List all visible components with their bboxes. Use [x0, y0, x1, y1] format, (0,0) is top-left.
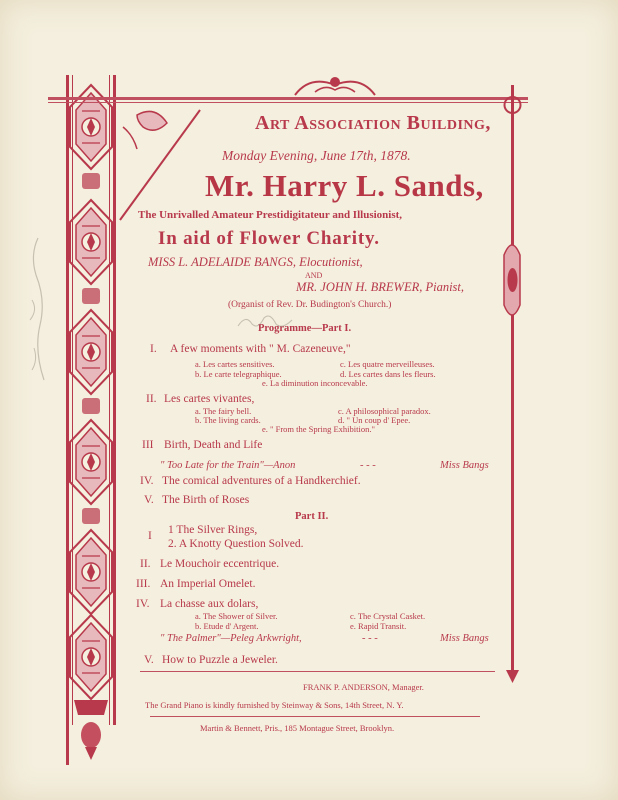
top-ornament	[290, 70, 380, 100]
pencil-annotation-inline	[236, 310, 296, 332]
piano-credit: The Grand Piano is kindly furnished by Steinway & Sons, 14th Street, N. Y.	[145, 700, 404, 710]
part1-title: Programme—Part I.	[258, 323, 352, 334]
p1-item2-num: II.	[146, 393, 157, 405]
p1-item5: The Birth of Roses	[162, 494, 250, 506]
p1-item1-sub-e: e. La diminution inconcevable.	[262, 378, 368, 388]
p1-item1: A few moments with " M. Cazeneuve,"	[170, 343, 351, 355]
p2-item5-num: V.	[144, 654, 154, 666]
ornamental-border-left	[60, 75, 122, 765]
p1-item2-sub-d: d. " Un coup d' Epee.	[338, 415, 411, 425]
corner-flourish	[115, 105, 205, 225]
p1-item2-sub-a: a. The fairy bell.	[195, 406, 252, 416]
p1-recitation-dashes: - - -	[360, 460, 376, 471]
building-title: Art Association Building,	[255, 112, 491, 134]
p2-item3-num: III.	[136, 578, 151, 590]
p1-item2-sub-b: b. The living cards.	[195, 415, 261, 425]
artist-brewer: MR. JOHN H. BREWER, Pianist,	[296, 280, 465, 294]
p1-item2: Les cartes vivantes,	[164, 393, 255, 405]
manager-credit: FRANK P. ANDERSON, Manager.	[303, 682, 424, 692]
top-rule-thin	[48, 102, 528, 103]
p1-item3-num: III	[142, 439, 154, 451]
performer-subtitle: The Unrivalled Amateur Prestidigitateur and Illusionist,	[138, 209, 403, 221]
p1-item1-sub-c: c. Les quatre merveilleuses.	[340, 359, 435, 369]
part2-title: Part II.	[295, 511, 329, 522]
organist-note: (Organist of Rev. Dr. Budington's Church.)	[228, 300, 392, 310]
charity-heading: In aid of Flower Charity.	[158, 228, 380, 249]
pencil-annotation-margin	[14, 230, 54, 390]
p1-item1-sub-a: a. Les cartes sensitives.	[195, 359, 275, 369]
p2-item1-s1: 1 The Silver Rings,	[168, 524, 258, 536]
p1-item4-num: IV.	[140, 475, 154, 487]
p1-recitation-performer: Miss Bangs	[440, 460, 489, 471]
p2-recitation-dashes: - - -	[362, 633, 378, 644]
p2-item5: How to Puzzle a Jeweler.	[162, 654, 278, 666]
p2-recitation-performer: Miss Bangs	[440, 633, 489, 644]
printer-credit: Martin & Bennett, Pris., 185 Montague Street, Brooklyn.	[200, 723, 395, 733]
ornamental-border-right	[498, 85, 528, 685]
p2-item4-sub-b: b. Etude d' Argent.	[195, 621, 259, 631]
p1-item2-sub-e: e. " From the Spring Exhibition."	[262, 424, 375, 434]
artist-bangs: MISS L. ADELAIDE BANGS, Elocutionist,	[148, 255, 363, 269]
p2-item4: La chasse aux dolars,	[160, 598, 259, 610]
p2-item3: An Imperial Omelet.	[160, 578, 256, 590]
p1-item5-num: V.	[144, 494, 154, 506]
top-rule	[48, 97, 528, 100]
p2-item4-num: IV.	[136, 598, 150, 610]
event-date: Monday Evening, June 17th, 1878.	[222, 148, 411, 163]
performer-name: Mr. Harry L. Sands,	[205, 168, 484, 203]
p2-item4-sub-c: c. The Crystal Casket.	[350, 611, 426, 621]
artists-and: AND	[305, 271, 323, 280]
p1-recitation-title: " Too Late for the Train"—Anon	[160, 460, 296, 471]
footer-rule	[140, 671, 495, 672]
p1-item4: The comical adventures of a Handkerchief.	[162, 475, 361, 487]
printer-rule	[150, 716, 480, 717]
p2-item4-sub-a: a. The Shower of Silver.	[195, 611, 278, 621]
p2-item2: Le Mouchoir eccentrique.	[160, 558, 280, 570]
p1-item3: Birth, Death and Life	[164, 439, 263, 451]
p2-item4-sub-e: e. Rapid Transit.	[350, 621, 407, 631]
p2-recitation-title: " The Palmer"—Peleg Arkwright,	[160, 633, 302, 644]
p1-item2-sub-c: c. A philosophical paradox.	[338, 406, 431, 416]
p1-item1-sub-b: b. Le carte telegraphique.	[195, 369, 282, 379]
p1-item1-sub-d: d. Les cartes dans les fleurs.	[340, 369, 436, 379]
p2-item1-s2: 2. A Knotty Question Solved.	[168, 538, 304, 550]
p1-item1-num: I.	[150, 343, 157, 355]
p2-item2-num: II.	[140, 558, 151, 570]
p2-item1-num: I	[148, 530, 152, 542]
